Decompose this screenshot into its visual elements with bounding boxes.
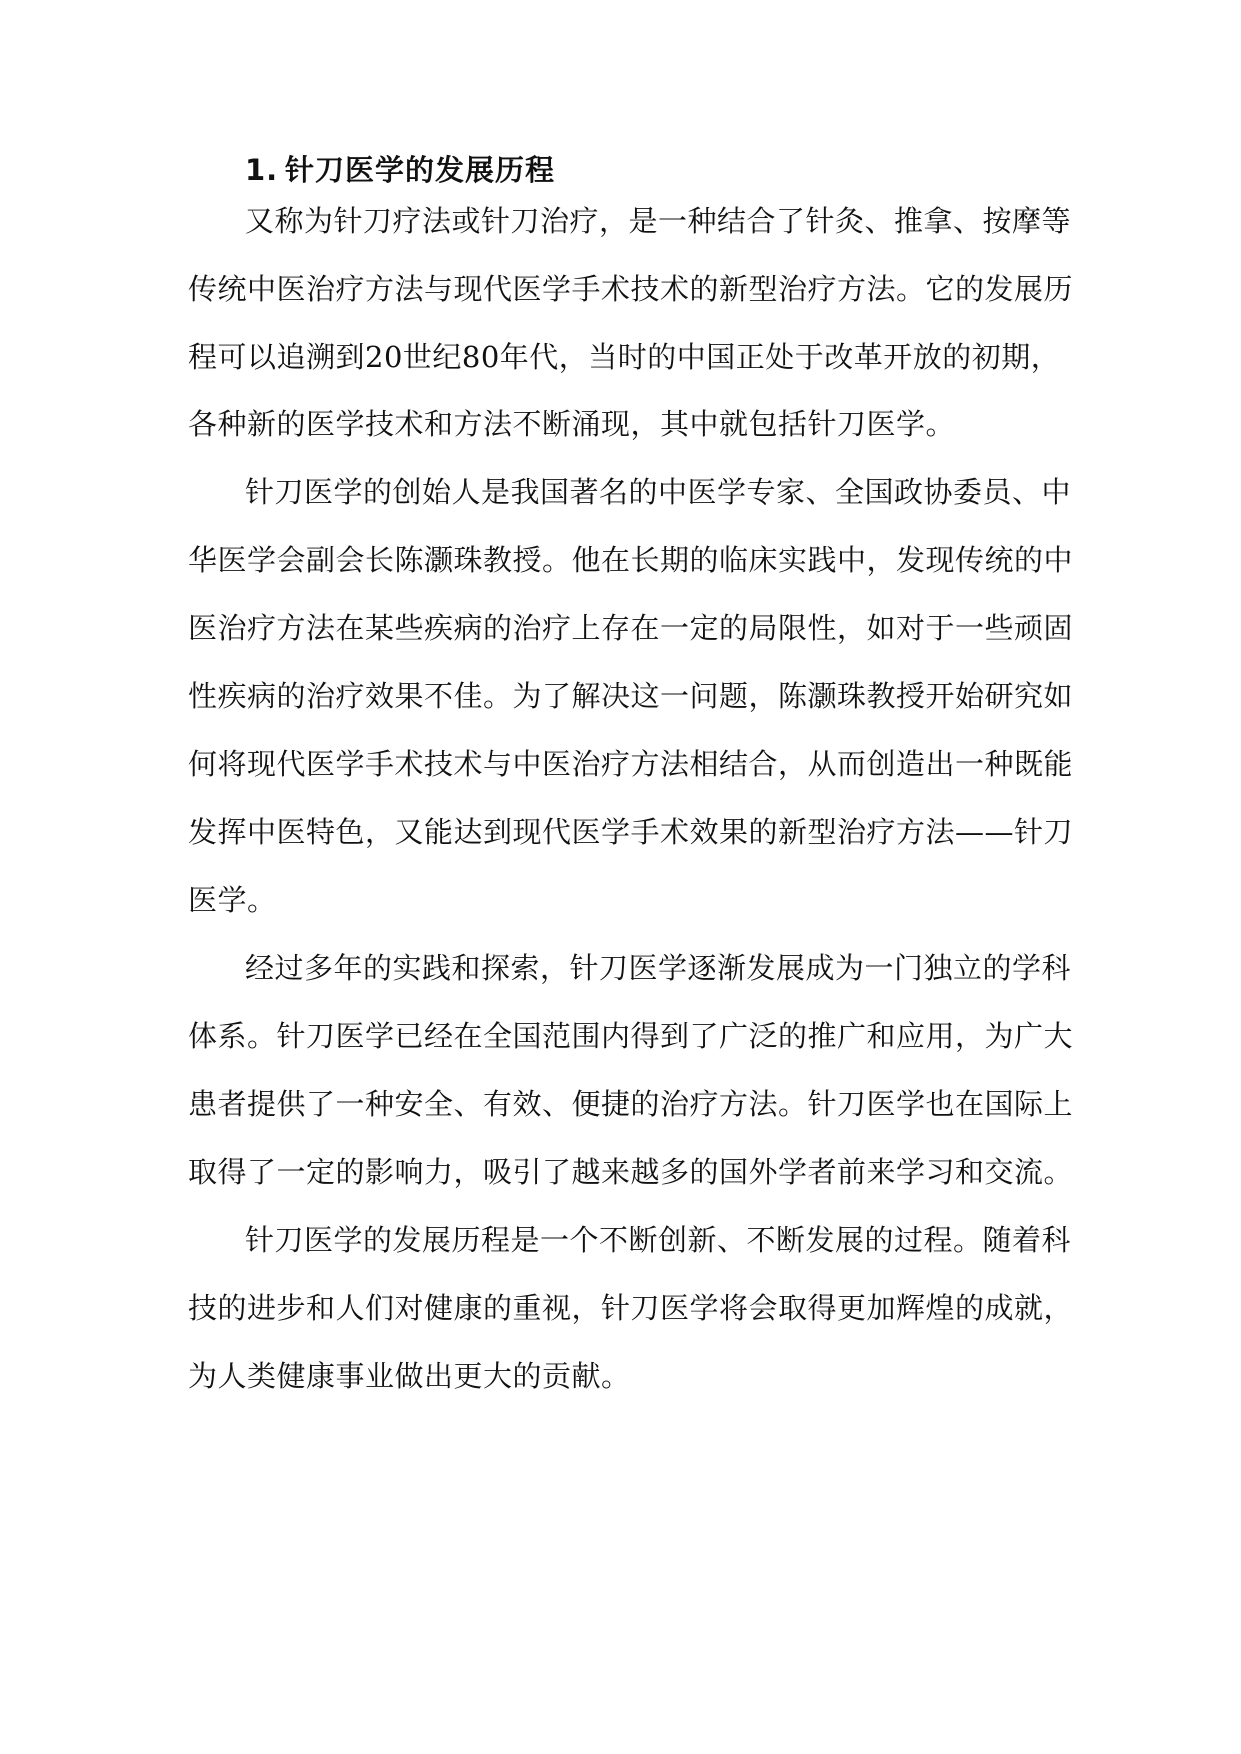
paragraph-4-line-3: 为人类健康事业做出更大的贡献。 [188, 1359, 631, 1393]
paragraph-2-line-2: 华医学会副会长陈灏珠教授。他在长期的临床实践中，发现传统的中 [188, 543, 1074, 577]
paragraph-3-line-1: 经过多年的实践和探索，针刀医学逐渐发展成为一门独立的学科 [245, 951, 1072, 985]
paragraph-2-line-5: 何将现代医学手术技术与中医治疗方法相结合，从而创造出一种既能 [188, 747, 1074, 781]
paragraph-3-line-3: 患者提供了一种安全、有效、便捷的治疗方法。针刀医学也在国际上 [188, 1087, 1074, 1121]
section-title: 针刀医学的发展历程 [285, 153, 556, 187]
paragraph-3-line-2: 体系。针刀医学已经在全国范围内得到了广泛的推广和应用，为广大 [188, 1019, 1074, 1053]
paragraph-1-line-2: 传统中医治疗方法与现代医学手术技术的新型治疗方法。它的发展历 [188, 272, 1074, 306]
paragraph-3-line-4: 取得了一定的影响力，吸引了越来越多的国外学者前来学习和交流。 [188, 1155, 1074, 1189]
paragraph-1-line-1: 又称为针刀疗法或针刀治疗，是一种结合了针灸、推拿、按摩等 [245, 204, 1072, 238]
paragraph-4-line-1: 针刀医学的发展历程是一个不断创新、不断发展的过程。随着科 [245, 1223, 1072, 1257]
paragraph-2-line-3: 医治疗方法在某些疾病的治疗上存在一定的局限性，如对于一些顽固 [188, 611, 1074, 645]
paragraph-2-line-7: 医学。 [188, 883, 277, 917]
section-number: 1. [245, 153, 279, 187]
paragraph-1-line-4: 各种新的医学技术和方法不断涌现，其中就包括针刀医学。 [188, 407, 956, 441]
paragraph-2-line-1: 针刀医学的创始人是我国著名的中医学专家、全国政协委员、中 [245, 475, 1072, 509]
paragraph-1-line-3: 程可以追溯到20世纪80年代，当时的中国正处于改革开放的初期， [188, 340, 1061, 374]
paragraph-4-line-2: 技的进步和人们对健康的重视，针刀医学将会取得更加辉煌的成就， [188, 1291, 1074, 1325]
paragraph-2-line-4: 性疾病的治疗效果不佳。为了解决这一问题，陈灏珠教授开始研究如 [188, 679, 1074, 713]
section-heading [245, 150, 555, 190]
paragraph-2-line-6: 发挥中医特色，又能达到现代医学手术效果的新型治疗方法——针刀 [188, 815, 1074, 849]
